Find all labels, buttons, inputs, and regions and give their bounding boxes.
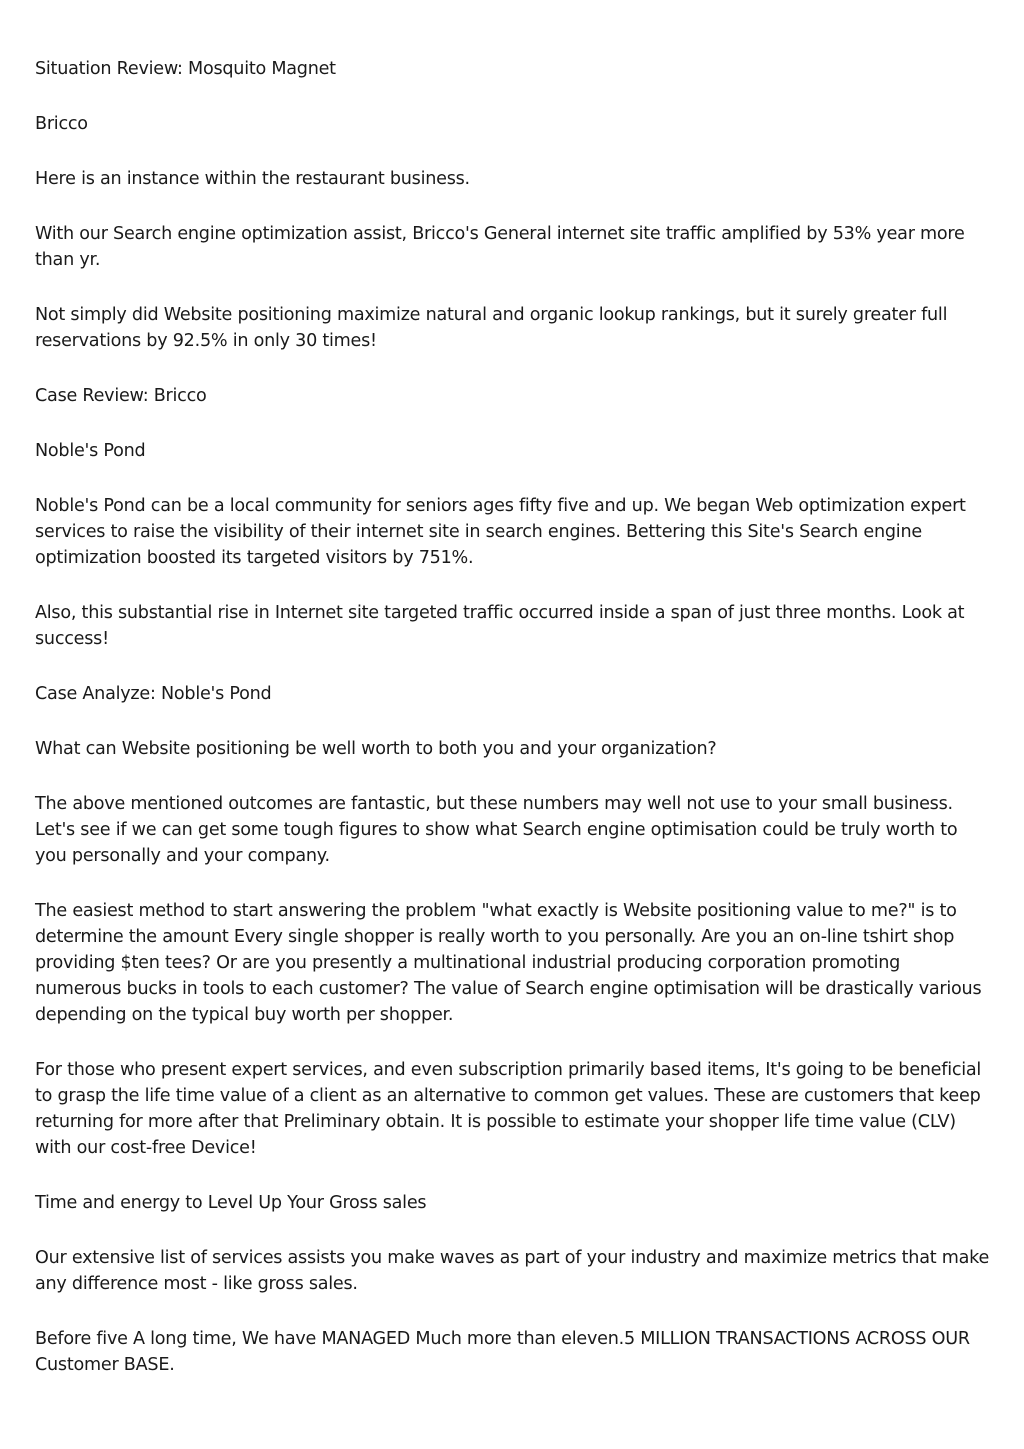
paragraph: Noble's Pond can be a local community for seniors ages fifty five and up. We began Web optimization expert services to raise the visibility of their internet site in search engines. Bettering this Site's Search engine optimization boosted its targeted visitors by 751%. [35, 496, 966, 568]
paragraph: Here is an instance within the restaurant business. [35, 169, 470, 189]
paragraph: What can Website positioning be well worth to both you and your organization? [35, 739, 717, 759]
paragraph: The above mentioned outcomes are fantastic, but these numbers may well not use to your small business. Let's see if we can get some tough figures to show what Search engine optimisation could be truly worth to you personally and your company. [35, 794, 958, 866]
paragraph: The easiest method to start answering the problem "what exactly is Website positioning value to me?" is to determine the amount Every single shopper is really worth to you personally. Are you an on-line tshirt shop providing $ten tees? Or are you presently a multinational industrial producing corporation promoting numerous bucks in tools to each customer? The value of Search engine optimisation will be drastically various depending on the typical buy worth per shopper. [35, 901, 982, 1025]
paragraph: Also, this substantial rise in Internet site targeted traffic occurred inside a span of just three months. Look at success! [35, 603, 965, 649]
paragraph: With our Search engine optimization assist, Bricco's General internet site traffic amplified by 53% year more than yr. [35, 224, 965, 270]
heading-nobles-pond: Noble's Pond [35, 441, 146, 461]
heading-case-analyze: Case Analyze: Noble's Pond [35, 684, 272, 704]
document-body [35, 56, 990, 1407]
heading-situation-review: Situation Review: Mosquito Magnet [35, 59, 336, 79]
heading-case-review-bricco: Case Review: Bricco [35, 386, 207, 406]
paragraph: Not simply did Website positioning maximize natural and organic lookup rankings, but it surely greater full reservations by 92.5% in only 30 times! [35, 305, 948, 351]
heading-bricco: Bricco [35, 114, 88, 134]
paragraph: Our extensive list of services assists you make waves as part of your industry and maximize metrics that make any difference most - like gross sales. [35, 1248, 990, 1294]
paragraph: For those who present expert services, and even subscription primarily based items, It's going to be beneficial to grasp the life time value of a client as an alternative to common get values. These are customers that keep returning for more after that Preliminary obtain. It is possible to estimate your shopper life time value (CLV) with our cost-free Device! [35, 1060, 982, 1158]
heading-level-up: Time and energy to Level Up Your Gross sales [35, 1193, 427, 1213]
paragraph: Before five A long time, We have MANAGED Much more than eleven.5 MILLION TRANSACTIONS ACROSS OUR Customer BASE. [35, 1329, 970, 1375]
